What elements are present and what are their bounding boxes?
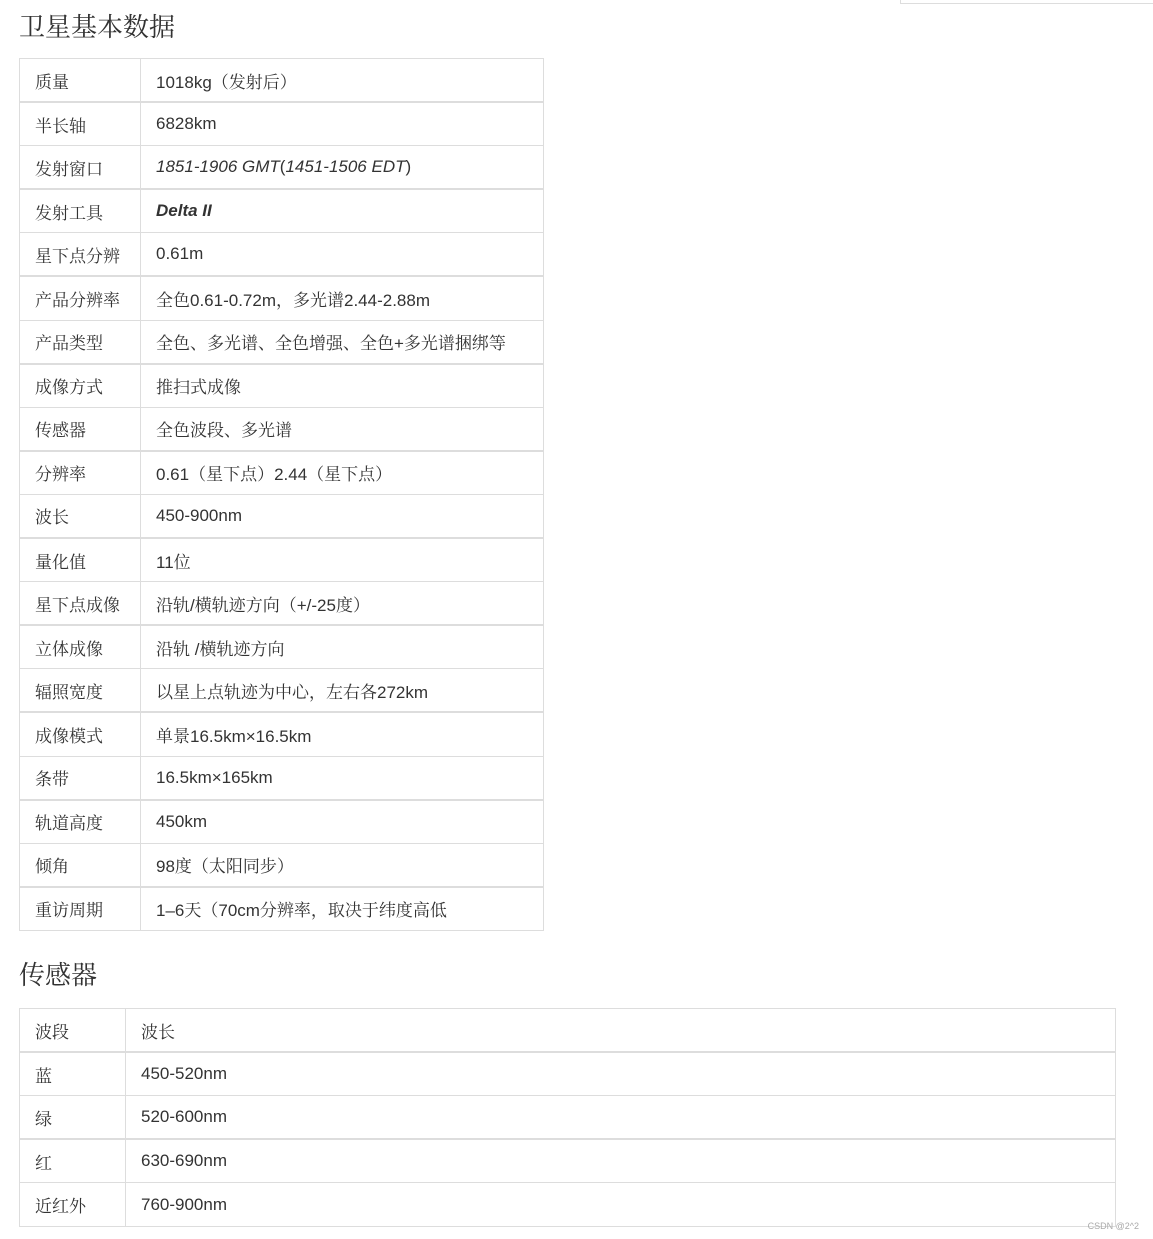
sensor-table: [19, 1008, 1116, 1227]
paren-open: (: [279, 157, 286, 177]
header-wavelength: 波长: [126, 1009, 1116, 1053]
header-band: 波段: [20, 1009, 126, 1053]
row-label: 发射工具: [20, 189, 141, 233]
table-row: [20, 1052, 1116, 1096]
band-wavelength: 760-900nm: [126, 1183, 1116, 1227]
row-label: 条带: [20, 756, 141, 800]
table-row: [20, 146, 544, 190]
band-wavelength: 630-690nm: [126, 1139, 1116, 1183]
table-row: [20, 1139, 1116, 1183]
table-row: [20, 538, 544, 582]
row-label: 传感器: [20, 407, 141, 451]
launch-window-gmt: 1851-1906 GMT: [156, 157, 280, 177]
row-label: 质量: [20, 59, 141, 103]
table-row: [20, 407, 544, 451]
table-header-row: [20, 1009, 1116, 1053]
band-name: 近红外: [20, 1183, 126, 1227]
row-label: 波长: [20, 494, 141, 538]
row-label: 轨道高度: [20, 800, 141, 844]
row-label: 倾角: [20, 843, 141, 887]
top-right-box: [900, 0, 1153, 4]
table-row: [20, 756, 544, 800]
table-row: [20, 494, 544, 538]
row-label: 产品分辨率: [20, 276, 141, 320]
table-row: [20, 712, 544, 756]
band-name: 红: [20, 1139, 126, 1183]
row-label: 成像方式: [20, 364, 141, 408]
row-value: 6828km: [141, 102, 544, 146]
table-row: [20, 800, 544, 844]
row-label: 发射窗口: [20, 146, 141, 190]
table-row: [20, 1183, 1116, 1227]
row-value: 推扫式成像: [141, 364, 544, 408]
launch-vehicle: Delta II: [156, 201, 212, 221]
paren-close: ): [405, 157, 412, 177]
row-value: [141, 146, 544, 190]
table-row: [20, 1096, 1116, 1140]
row-value: 全色波段、多光谱: [141, 407, 544, 451]
basic-data-table: [19, 58, 544, 931]
row-label: 产品类型: [20, 320, 141, 364]
table-row: [20, 102, 544, 146]
row-label: 量化值: [20, 538, 141, 582]
table-row: [20, 669, 544, 713]
band-wavelength: 520-600nm: [126, 1096, 1116, 1140]
band-wavelength: 450-520nm: [126, 1052, 1116, 1096]
row-label: 星下点成像: [20, 582, 141, 626]
row-value: 1–6天（70cm分辨率，取决于纬度高低: [141, 887, 544, 931]
row-label: 分辨率: [20, 451, 141, 495]
row-value: 11位: [141, 538, 544, 582]
row-value: 0.61（星下点）2.44（星下点）: [141, 451, 544, 495]
table-row: [20, 364, 544, 408]
row-value: 沿轨/横轨迹方向（+/-25度）: [141, 582, 544, 626]
table-row: [20, 887, 544, 931]
watermark: CSDN @2^2: [1087, 1221, 1139, 1231]
row-value: 450km: [141, 800, 544, 844]
table-row: [20, 59, 544, 103]
table-row: [20, 843, 544, 887]
section-title-sensor: 传感器: [19, 960, 98, 990]
band-name: 绿: [20, 1096, 126, 1140]
table-row: [20, 451, 544, 495]
row-value: 1018kg（发射后）: [141, 59, 544, 103]
row-label: 立体成像: [20, 625, 141, 669]
band-name: 蓝: [20, 1052, 126, 1096]
row-label: 半长轴: [20, 102, 141, 146]
table-row: [20, 625, 544, 669]
row-value: 沿轨 /横轨迹方向: [141, 625, 544, 669]
row-label: 辐照宽度: [20, 669, 141, 713]
row-value: [141, 189, 544, 233]
row-label: 星下点分辨: [20, 233, 141, 277]
row-value: 450-900nm: [141, 494, 544, 538]
row-value: 以星上点轨迹为中心，左右各272km: [141, 669, 544, 713]
row-value: 全色、多光谱、全色增强、全色+多光谱捆绑等: [141, 320, 544, 364]
row-label: 重访周期: [20, 887, 141, 931]
row-value: 98度（太阳同步）: [141, 843, 544, 887]
row-value: 0.61m: [141, 233, 544, 277]
table-row: [20, 320, 544, 364]
section-title-basic-data: 卫星基本数据: [19, 12, 176, 42]
table-row: [20, 276, 544, 320]
table-row: [20, 582, 544, 626]
table-row: [20, 189, 544, 233]
row-value: 全色0.61-0.72m，多光谱2.44-2.88m: [141, 276, 544, 320]
row-value: 16.5km×165km: [141, 756, 544, 800]
launch-window-edt: 1451-1506 EDT: [285, 157, 406, 177]
row-label: 成像模式: [20, 712, 141, 756]
table-row: [20, 233, 544, 277]
row-value: 单景16.5km×16.5km: [141, 712, 544, 756]
